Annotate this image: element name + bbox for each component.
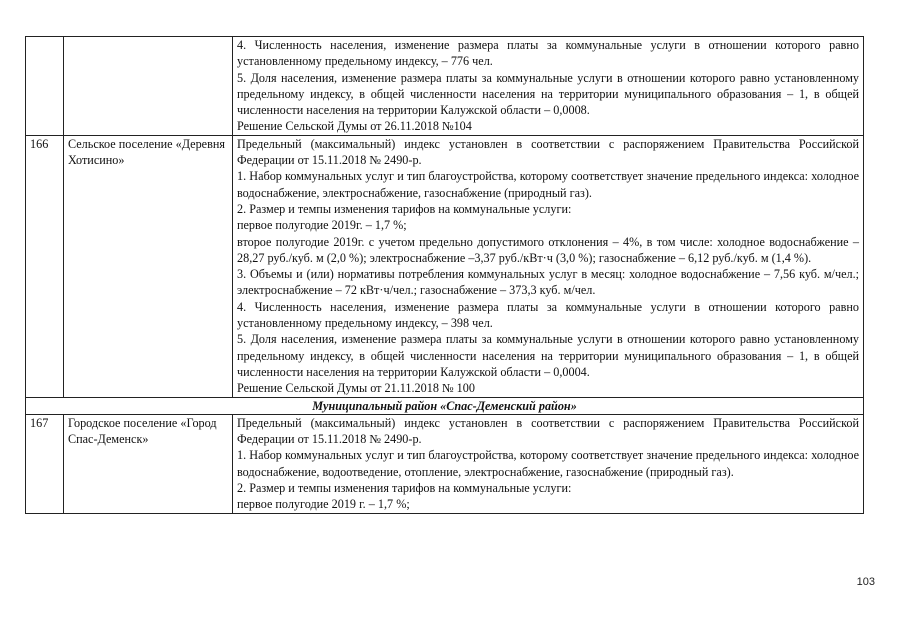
municipality-name: Сельское поселение «Деревня Хотисино»	[64, 135, 233, 397]
row-number: 166	[26, 135, 64, 397]
tariff-index-table	[25, 36, 864, 514]
row-number: 167	[26, 414, 64, 513]
section-header-row	[26, 397, 864, 414]
municipality-name	[64, 37, 233, 136]
row-number	[26, 37, 64, 136]
paragraph: Предельный (максимальный) индекс установлен в соответствии с распоряжением Правительства Российской Федерации от 15.11.2018 № 2490-р.	[237, 136, 859, 168]
row-details	[233, 37, 864, 136]
paragraph: 5. Доля населения, изменение размера платы за коммунальные услуги в отношении которого равно установленному предельному индексу, в общей численности населения на территории муниципального образования – 1, в общей численности населения на территории Калужской области – 0,0004.	[237, 332, 859, 379]
page-number: 103	[856, 576, 875, 588]
paragraph: первое полугодие 2019 г. – 1,7 %;	[237, 497, 410, 512]
table-row-167	[26, 414, 864, 513]
paragraph: второе полугодие 2019г. с учетом предельно допустимого отклонения – 4%, в том числе: холодное водоснабжение – 28,27 руб./куб. м (2,0 %); электроснабжение –3,37 руб./кВт·ч (3,0 %); газоснабжение – 6,12 руб./куб. м (1,4 %).	[237, 234, 859, 265]
paragraph: 4. Численность населения, изменение размера платы за коммунальные услуги в отношении которого равно установленному предельному индексу, – 776 чел.	[237, 38, 859, 69]
paragraph: 2. Размер и темпы изменения тарифов на коммунальные услуги:	[237, 201, 572, 216]
paragraph: 1. Набор коммунальных услуг и тип благоустройства, которому соответствует значение предельного индекса: холодное водоснабжение, электроснабжение, газоснабжение (природный газ).	[237, 169, 859, 200]
paragraph: 1. Набор коммунальных услуг и тип благоустройства, которому соответствует значение предельного индекса: холодное водоснабжение, водоотведение, отопление, электроснабжение, газоснабжение (природный газ).	[237, 448, 859, 479]
paragraph: 2. Размер и темпы изменения тарифов на коммунальные услуги:	[237, 481, 572, 496]
paragraph: первое полугодие 2019г. – 1,7 %;	[237, 218, 407, 233]
municipality-name: Городское поселение «Город Спас-Деменск»	[64, 414, 233, 513]
section-header: Муниципальный район «Спас-Деменский район»	[26, 397, 864, 414]
table-row-166	[26, 135, 864, 397]
table-row-continuation	[26, 37, 864, 136]
paragraph: Предельный (максимальный) индекс установлен в соответствии с распоряжением Правительства Российской Федерации от 15.11.2018 № 2490-р.	[237, 415, 859, 447]
paragraph: 3. Объемы и (или) нормативы потребления коммунальных услуг в месяц: холодное водоснабжение – 7,56 куб. м/чел.; электроснабжение – 72 кВт·ч/чел.; газоснабжение – 373,3 куб. м/чел.	[237, 267, 859, 298]
decision-reference: Решение Сельской Думы от 26.11.2018 №104	[237, 119, 472, 134]
decision-reference: Решение Сельской Думы от 21.11.2018 № 100	[237, 381, 475, 396]
row-details	[233, 135, 864, 397]
paragraph: 5. Доля населения, изменение размера платы за коммунальные услуги в отношении которого равно установленному предельному индексу, в общей численности населения на территории муниципального образования – 1, в общей численности населения на территории Калужской области – 0,0008.	[237, 70, 859, 118]
row-details	[233, 414, 864, 513]
paragraph: 4. Численность населения, изменение размера платы за коммунальные услуги в отношении которого равно установленному предельному индексу, – 398 чел.	[237, 299, 859, 331]
